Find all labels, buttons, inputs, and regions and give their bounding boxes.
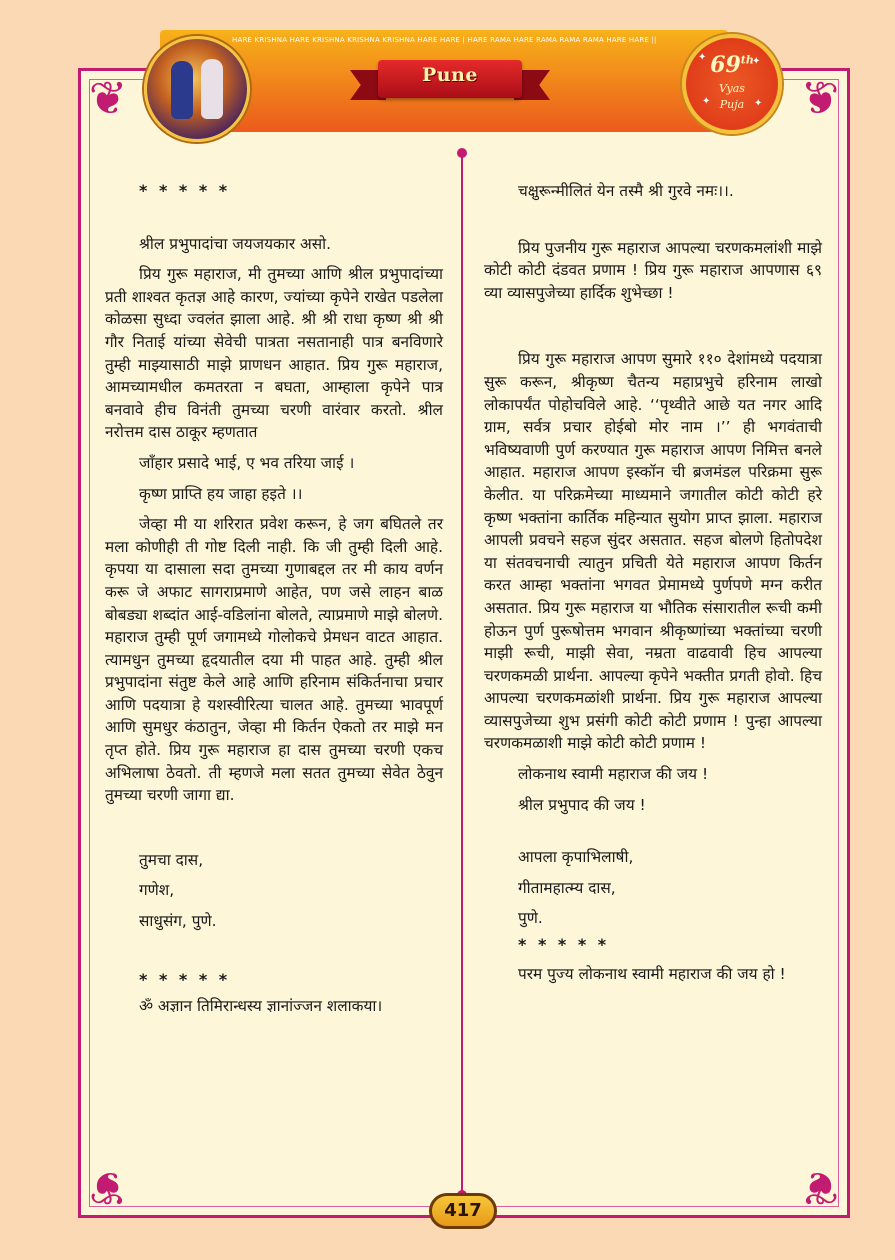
page-number: 417 bbox=[429, 1193, 497, 1229]
signature-line-1: तुमचा दास, bbox=[139, 850, 204, 869]
closing-line: परम पुज्य लोकनाथ स्वामी महाराज की जय हो ! bbox=[518, 964, 786, 983]
seal-suffix: th bbox=[740, 53, 754, 67]
signature-name: गीतामहात्म्य दास, bbox=[518, 878, 616, 897]
stars-separator: * * * * * bbox=[518, 935, 610, 955]
letter-paragraph-2: जेव्हा मी या शरिरात प्रवेश करून, हे जग बघितले तर मला कोणीही ती गोष्ट दिली नाही. कि जी तुम्ही दिली आहे. कृपया या दासाला सदा तुमच्या गुणाबद्दल तर मी काय वर्णन करू जे अफाट सागराप्रमाणे आहेत, पण जसे लाहन बाळ बोबड्या शब्दांत आई-वडिलांना बोलते, त्याप्रमाणे माझे बोलणे. महाराज तुम्ही पूर्ण जगामध्ये गोलोकचे प्रेमधन वाटत आहात. त्यामधुन तुमच्या हृदयातील दया मी पाहत आहे. तुम्ही श्रील प्रभुपादांना संतुष्ट केले आहे आणि हरिनाम संकिर्तनाचा प्रचार आणि पदयात्रा हे यशस्वीरित्या चालत आहे. तुमच्या भावपूर्ण आणि सुमधुर कंठातुन, जेव्हा मी किर्तन ऐकतो तर माझे मन तृप्त होते. प्रिय गुरू महाराज हा दास तुमच्या चरणी एकच अभिलाषा ठेवतो. ती म्हणजे मला सतत तुमच्या सेवेत ठेवुन तुमच्या चरणी जागा द्या. bbox=[105, 515, 443, 805]
star-icon: ✦ bbox=[754, 98, 763, 109]
signature-line-1: आपला कृपाभिलाषी, bbox=[518, 848, 634, 867]
verse-line-2: कृष्ण प्राप्ति हय जाहा हइते ।। bbox=[139, 484, 303, 503]
deity-image-icon bbox=[144, 36, 250, 142]
deity-figure-radha bbox=[201, 59, 223, 119]
title-ribbon bbox=[350, 50, 550, 104]
deity-figure-krishna bbox=[171, 61, 193, 119]
column-divider bbox=[461, 152, 463, 1200]
right-column bbox=[484, 180, 822, 985]
seal-line-vyas: Vyas bbox=[719, 82, 745, 95]
star-icon: ✦ bbox=[752, 56, 761, 67]
left-column bbox=[105, 180, 443, 1018]
letter-paragraph-1: प्रिय गुरू महाराज, मी तुमच्या आणि श्रील प्रभुपादांच्या प्रती शाश्वत कृतज्ञ आहे कारण, ज्यांच्या कृपेने राखेत पडलेला कोळसा सुध्दा ज्वलंत झाला आहे. श्री श्री राधा कृष्ण श्री श्री गौर निताई यांच्या सेवेची पात्रता नसतानाही पात्र बनविणारे तुम्ही माझ्यासाठी माझे प्राणधन आहात. प्रिय गुरू महाराज, आमच्यामधील कमतरता न बघता, आम्हाला कृपेने पात्र बनवावे हीच विनंती तुमच्या चरणी वारंवार करतो. श्रील नरोत्तम दास ठाकूर म्हणतात bbox=[105, 265, 443, 442]
letter-paragraph-2: प्रिय गुरू महाराज आपण सुमारे ११० देशांमध्ये पदयात्रा सुरू करून, श्रीकृष्ण चैतन्य महाप्रभुचे हरिनाम लाखो लोकापर्यंत पोहोचविले आहे. ‘‘पृथ्वीते आछे यत नगर आदि ग्राम, सर्वत्र प्रचार होईबो मोर नाम ।’’ ही भगवंताची भविष्यवाणी पुर्ण करण्यात गुरू महाराज आपण निमित्त बनले आहात. महाराज आपण इस्कॉन ची ब्रजमंडल परिक्रमा सुरू केलीत. या परिक्रमेच्या माध्यमाने जगातील कोटी कोटी हरे कृष्ण भक्तांना कार्तिक महिन्यात सुयोग प्राप्त झाला. महाराज आपली प्रवचने सहज सुंदर असतात. सहज बोलणे हितोपदेश या संतवचनाची त्यातुन प्रचिती येते महाराज आपण किर्तन करत आम्हा भक्तांना भगवत प्रेमामध्ये पुर्णपणे मग्न करीत असतात. प्रिय गुरू महाराज या भौतिक संसारातील रूची कमी होऊन पुर्ण पुरूषोत्तम भगवान श्रीकृष्णांच्या भक्तांच्या चरणी माझी रूची, माझी सेवा, नम्रता वाढवावी हिच आपल्या चरणकमळी प्रार्थना. आपल्या कृपेने भक्तीत प्रगती होवो. हिच आपल्या चरणकमळांशी प्रार्थना. प्रिय गुरू महाराज आपल्या व्यासपुजेच्या शुभ प्रसंगी कोटी कोटी प्रणाम ! पुन्हा आपल्या चरणकमळाशी माझे कोटी कोटी प्रणाम ! bbox=[484, 350, 822, 753]
seal-number-value: 69 bbox=[710, 52, 741, 78]
corner-ornament-icon: ❦ bbox=[88, 71, 128, 125]
vyas-puja-seal bbox=[682, 34, 782, 134]
star-icon: ✦ bbox=[702, 96, 711, 107]
guru-mantra-line-2: चक्षुरून्मीलितं येन तस्मै श्री गुरवे नमः।।. bbox=[518, 182, 734, 200]
signature-name: गणेश, bbox=[139, 881, 175, 900]
corner-ornament-icon: ❦ bbox=[88, 1161, 128, 1215]
star-icon: ✦ bbox=[698, 52, 707, 63]
letter-paragraph-1: प्रिय पुजनीय गुरू महाराज आपल्या चरणकमलांशी माझे कोटी कोटी दंडवत प्रणाम ! प्रिय गुरू महाराज आपणास ६९ व्या व्यासपुजेच्या हार्दिक शुभेच्छा ! bbox=[484, 238, 822, 302]
verse-line-1: जाँहार प्रसादे भाई, ए भव तरिया जाई । bbox=[139, 453, 355, 472]
corner-ornament-icon: ❦ bbox=[800, 1161, 840, 1215]
signature-place: साधुसंग, पुणे. bbox=[139, 912, 217, 931]
corner-ornament-icon: ❦ bbox=[800, 71, 840, 125]
signature-place: पुणे. bbox=[518, 909, 543, 928]
jay-line-1: लोकनाथ स्वामी महाराज की जय ! bbox=[518, 765, 709, 784]
mantra-strip: HARE KRISHNA HARE KRISHNA KRISHNA KRISHNA HARE HARE | HARE RAMA HARE RAMA RAMA RAMA HARE HARE || bbox=[232, 36, 657, 44]
salutation: श्रील प्रभुपादांचा जयजयकार असो. bbox=[139, 234, 332, 253]
seal-line-puja: Puja bbox=[719, 98, 745, 111]
stars-separator: * * * * * bbox=[139, 969, 231, 989]
jay-line-2: श्रील प्रभुपाद की जय ! bbox=[518, 795, 646, 814]
guru-mantra-line-1: ॐ अज्ञान तिमिरान्धस्य ज्ञानांज्जन शलाकया। bbox=[139, 997, 383, 1016]
divider-dot-top bbox=[457, 148, 467, 158]
stars-separator: * * * * * bbox=[139, 181, 231, 200]
ribbon-title: Pune bbox=[421, 64, 478, 86]
